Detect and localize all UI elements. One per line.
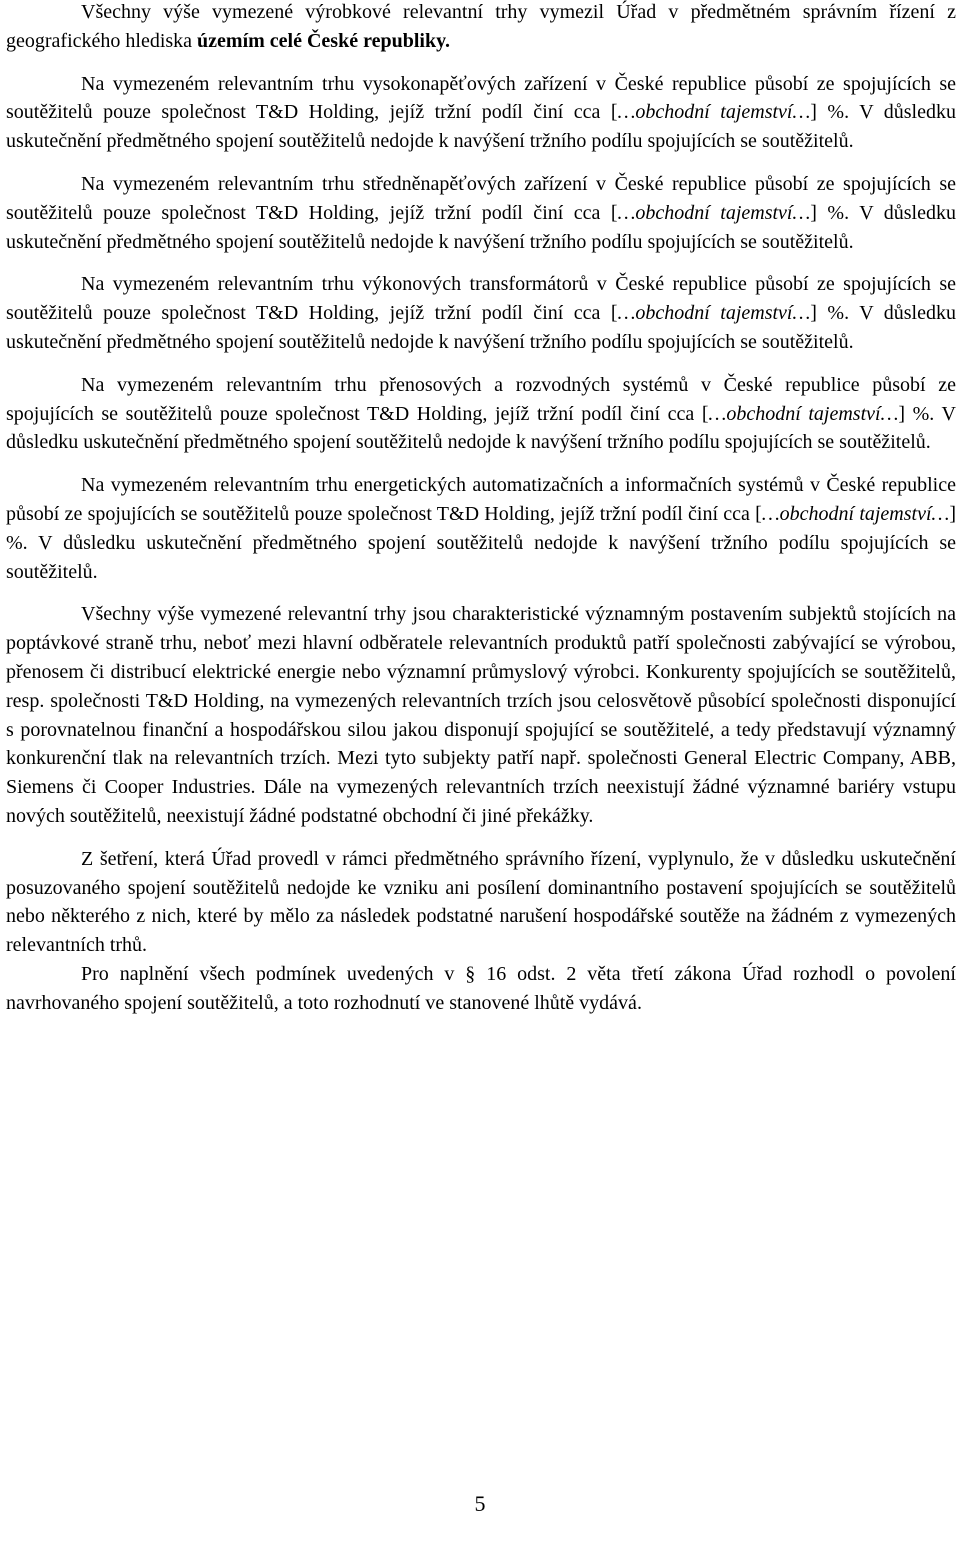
document-body <box>6 0 956 1018</box>
paragraph-text-tail: ] %. V důsledku uskutečnění předmětného spojení soutěžitelů nedojde k navýšení tržního podílu spojujících se soutěžitelů. <box>6 101 956 153</box>
paragraph-text-tail: ] %. V důsledku uskutečnění předmětného spojení soutěžitelů nedojde k navýšení tržního podílu spojujících se soutěžitelů. <box>6 402 956 454</box>
paragraph-medium-voltage-market <box>6 170 956 256</box>
paragraph-text-tail: ] %. V důsledku uskutečnění předmětného spojení soutěžitelů nedojde k navýšení tržního podílu spojujících se soutěžitelů. <box>6 201 956 253</box>
paragraph-text: Na vymezeném relevantním trhu vysokonapěťových zařízení v České republice působí ze spojujících se soutěžitelů pouze společnost T&D Holding, jejíž tržní podíl činí cca [ <box>6 72 956 124</box>
trade-secret-mark: …obchodní tajemství… <box>617 101 811 124</box>
trade-secret-mark: …obchodní tajemství… <box>761 502 950 525</box>
trade-secret-mark: …obchodní tajemství… <box>617 302 811 325</box>
paragraph-text: Všechny výše vymezené relevantní trhy jsou charakteristické významným postavením subjektů stojících na poptávkové straně trhu, neboť mezi hlavní odběratele relevantních produktů patří společnosti zabývající se výrobou, přenosem či distribucí elektrické energie nebo významní průmyslový výrobci. Konkurenty spojujících se soutěžitelů, resp. společnosti T&D Holding, na vymezených relevantních trzích jsou celosvětově působící společnosti disponující s porovnatelnou finanční a hospodářskou silou jakou disponují spojující se soutěžitelé, a tedy představují významný konkurenční tlak na relevantních trzích. Mezi tyto subjekty patří např. společnosti General Electric Company, ABB, Siemens či Cooper Industries. Dále na vymezených relevantních trzích neexistují žádné významné bariéry vstupu nových soutěžitelů, neexistují žádné podstatné obchodní či jiné překážky. <box>6 603 956 827</box>
paragraph-investigation-conclusion <box>6 845 956 960</box>
paragraph-power-transformers-market <box>6 270 956 356</box>
paragraph-text: Na vymezeném relevantním trhu středněnapěťových zařízení v České republice působí ze spojujících se soutěžitelů pouze společnost T&D Holding, jejíž tržní podíl činí cca [ <box>6 172 956 224</box>
paragraph-automation-systems-market <box>6 471 956 586</box>
trade-secret-mark: …obchodní tajemství… <box>617 201 811 224</box>
page-number: 5 <box>474 1491 486 1516</box>
paragraph-market-characteristics <box>6 600 956 830</box>
trade-secret-mark: …obchodní tajemství… <box>708 402 899 425</box>
paragraph-emphasis: územím celé České republiky. <box>197 29 450 52</box>
paragraph-text: Pro naplnění všech podmínek uvedených v § 16 odst. 2 věta třetí zákona Úřad rozhodl o povolení navrhovaného spojení soutěžitelů, a toto rozhodnutí ve stanovené lhůtě vydává. <box>6 962 956 1014</box>
paragraph-text: Z šetření, která Úřad provedl v rámci předmětného správního řízení, vyplynulo, že v důsledku uskutečnění posuzovaného spojení soutěžitelů nedojde ke vzniku ani posílení dominantního postavení spojujících se soutěžitelů nebo některého z nich, které by mělo za následek podstatné narušení hospodářské soutěže na žádném z vymezených relevantních trhů. <box>6 847 956 957</box>
paragraph-text: Na vymezeném relevantním trhu výkonových transformátorů v České republice působí ze spojujících se soutěžitelů pouze společnost T&D Holding, jejíž tržní podíl činí cca [ <box>6 273 956 325</box>
paragraph-text: Na vymezeném relevantním trhu energetických automatizačních a informačních systémů v České republice působí ze spojujících se soutěžitelů pouze společnost T&D Holding, jejíž tržní podíl činí cca [ <box>6 474 956 525</box>
paragraph-transmission-systems-market <box>6 371 956 457</box>
paragraph-text-tail: ] %. V důsledku uskutečnění předmětného spojení soutěžitelů nedojde k navýšení tržního podílu spojujících se soutěžitelů. <box>6 502 956 583</box>
paragraph-geographic-market <box>6 0 956 56</box>
paragraph-text: Na vymezeném relevantním trhu přenosových a rozvodných systémů v České republice působí ze spojujících se soutěžitelů pouze společnost T&D Holding, jejíž tržní podíl činí cca [ <box>6 373 956 425</box>
paragraph-decision <box>6 960 956 1018</box>
paragraph-text-tail: ] %. V důsledku uskutečnění předmětného spojení soutěžitelů nedojde k navýšení tržního podílu spojujících se soutěžitelů. <box>6 302 956 353</box>
paragraph-text: Všechny výše vymezené výrobkové relevantní trhy vymezil Úřad v předmětném správním řízení z geografického hlediska <box>6 1 956 52</box>
paragraph-high-voltage-market <box>6 70 956 156</box>
